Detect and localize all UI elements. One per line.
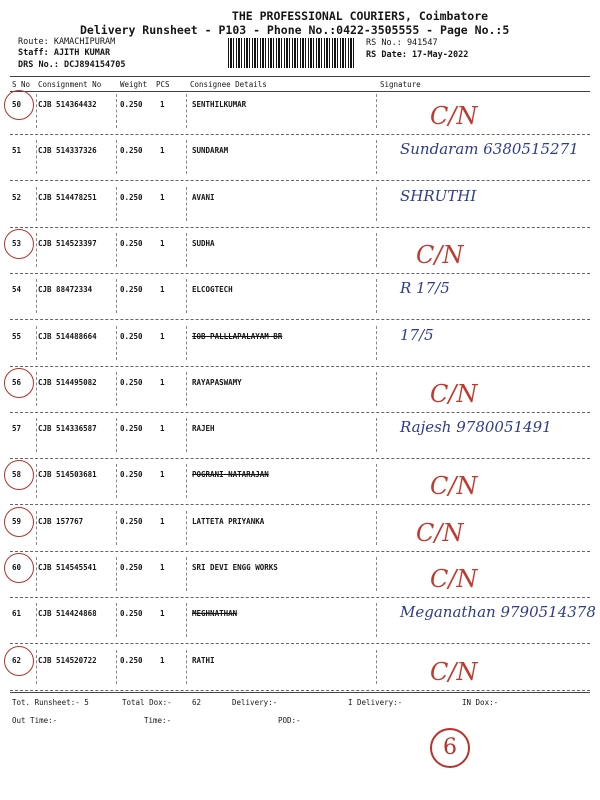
row-consignment-no: CJB 514523397 <box>38 239 97 248</box>
row-divider <box>376 279 377 313</box>
row-divider <box>376 464 377 498</box>
col-sno: S No <box>12 80 31 89</box>
row-weight: 0.250 <box>120 609 143 618</box>
row-divider <box>36 372 37 406</box>
row-pcs: 1 <box>160 100 165 109</box>
row-pcs: 1 <box>160 563 165 572</box>
row-divider <box>116 418 117 452</box>
row-consignee: SUDHA <box>192 239 215 248</box>
row-sno: 59 <box>12 517 22 526</box>
row-signature: Meganathan 9790514378 <box>400 603 596 621</box>
row-weight: 0.250 <box>120 563 143 572</box>
row-sno: 55 <box>12 332 22 341</box>
row-consignment-no: CJB 514424868 <box>38 609 97 618</box>
row-weight: 0.250 <box>120 517 143 526</box>
row-divider <box>116 233 117 267</box>
row-consignment-no: CJB 514545541 <box>38 563 97 572</box>
row-divider <box>116 650 117 684</box>
row-divider <box>186 464 187 498</box>
row-divider <box>116 187 117 221</box>
row-divider <box>376 650 377 684</box>
row-rule <box>10 412 590 413</box>
col-pcs: PCS <box>156 80 170 89</box>
row-signature: C/N <box>430 565 478 593</box>
out-time-label: Out Time:- <box>12 716 58 725</box>
row-divider <box>36 650 37 684</box>
row-rule <box>10 458 590 459</box>
row-divider <box>186 140 187 174</box>
row-consignment-no: CJB 88472334 <box>38 285 93 294</box>
row-sno: 50 <box>12 100 22 109</box>
row-sno: 52 <box>12 193 22 202</box>
time-label: Time:- <box>144 716 172 725</box>
col-consignment: Consignment No <box>38 80 102 89</box>
row-consignee: SENTHILKUMAR <box>192 100 247 109</box>
row-circle-mark <box>4 646 34 676</box>
row-pcs: 1 <box>160 378 165 387</box>
row-divider <box>376 140 377 174</box>
row-divider <box>376 603 377 637</box>
row-divider <box>36 187 37 221</box>
row-consignment-no: CJB 514503681 <box>38 470 97 479</box>
delivery-label: Delivery:- <box>232 698 278 707</box>
row-divider <box>186 372 187 406</box>
row-pcs: 1 <box>160 656 165 665</box>
row-divider <box>116 140 117 174</box>
row-divider <box>36 279 37 313</box>
row-divider <box>36 418 37 452</box>
pod-label: POD:- <box>278 716 301 725</box>
row-rule <box>10 597 590 598</box>
row-circle-mark <box>4 553 34 583</box>
row-consignee: LATTETA PRIYANKA <box>192 517 265 526</box>
row-divider <box>376 372 377 406</box>
row-signature: 17/5 <box>400 326 434 344</box>
row-divider <box>116 557 117 591</box>
row-sno: 51 <box>12 146 22 155</box>
row-rule <box>10 643 590 644</box>
tot-runsheet: Tot. Runsheet:- 5 <box>12 698 89 707</box>
row-divider <box>116 372 117 406</box>
footer-rule <box>10 692 590 693</box>
barcode <box>228 38 356 68</box>
row-divider <box>186 233 187 267</box>
row-sno: 62 <box>12 656 22 665</box>
row-consignee: SUNDARAM <box>192 146 229 155</box>
row-divider <box>186 511 187 545</box>
row-divider <box>186 187 187 221</box>
row-pcs: 1 <box>160 424 165 433</box>
row-divider <box>376 187 377 221</box>
row-consignee: POGRANI NATARAJAN <box>192 470 269 479</box>
rs-date: RS Date: 17-May-2022 <box>366 50 469 60</box>
row-rule <box>10 319 590 320</box>
in-dox-label: IN Dox:- <box>462 698 499 707</box>
row-sno: 58 <box>12 470 22 479</box>
row-consignment-no: CJB 514478251 <box>38 193 97 202</box>
col-signature: Signature <box>380 80 421 89</box>
row-consignment-no: CJB 514364432 <box>38 100 97 109</box>
row-weight: 0.250 <box>120 424 143 433</box>
row-rule <box>10 366 590 367</box>
company-name: THE PROFESSIONAL COURIERS, Coimbatore <box>231 9 489 23</box>
row-divider <box>36 603 37 637</box>
row-circle-mark <box>4 368 34 398</box>
row-weight: 0.250 <box>120 146 143 155</box>
row-divider <box>116 603 117 637</box>
drs-number: DRS No.: DCJ894154705 <box>18 60 126 70</box>
row-divider <box>186 650 187 684</box>
row-rule <box>10 551 590 552</box>
rs-number: RS No.: 941547 <box>366 38 438 48</box>
row-weight: 0.250 <box>120 239 143 248</box>
row-divider <box>186 326 187 360</box>
row-divider <box>186 94 187 128</box>
row-pcs: 1 <box>160 332 165 341</box>
row-divider <box>116 326 117 360</box>
row-rule <box>10 180 590 181</box>
row-consignee: MEGHNATHAN <box>192 609 238 618</box>
row-consignment-no: CJB 514337326 <box>38 146 97 155</box>
row-divider <box>116 94 117 128</box>
total-dox-value: 62 <box>192 698 202 707</box>
row-rule <box>10 227 590 228</box>
row-sno: 57 <box>12 424 22 433</box>
row-consignment-no: CJB 157767 <box>38 517 84 526</box>
row-circle-mark <box>4 90 34 120</box>
row-consignee: RAJEH <box>192 424 215 433</box>
row-signature: C/N <box>430 472 478 500</box>
row-sno: 61 <box>12 609 22 618</box>
row-signature: C/N <box>430 658 478 686</box>
row-weight: 0.250 <box>120 470 143 479</box>
runsheet-title: Delivery Runsheet - P103 - Phone No.:0422-3505555 - Page No.:5 <box>80 23 510 37</box>
header-bottom-rule <box>10 91 590 92</box>
row-divider <box>376 511 377 545</box>
row-signature: R 17/5 <box>400 279 450 297</box>
row-pcs: 1 <box>160 239 165 248</box>
row-signature: Rajesh 9780051491 <box>400 418 552 436</box>
row-signature: C/N <box>430 102 478 130</box>
row-signature: SHRUTHI <box>400 187 477 205</box>
row-rule <box>10 690 590 691</box>
row-pcs: 1 <box>160 517 165 526</box>
row-divider <box>376 94 377 128</box>
row-pcs: 1 <box>160 285 165 294</box>
row-divider <box>186 418 187 452</box>
row-rule <box>10 273 590 274</box>
row-pcs: 1 <box>160 146 165 155</box>
row-divider <box>36 140 37 174</box>
row-signature: C/N <box>416 519 464 547</box>
row-divider <box>186 603 187 637</box>
row-consignment-no: CJB 514520722 <box>38 656 97 665</box>
row-consignment-no: CJB 514336587 <box>38 424 97 433</box>
total-dox-label: Total Dox:- <box>122 698 172 707</box>
row-sno: 60 <box>12 563 22 572</box>
row-divider <box>376 557 377 591</box>
row-divider <box>376 233 377 267</box>
row-circle-mark <box>4 507 34 537</box>
staff-label: Staff: AJITH KUMAR <box>18 48 111 58</box>
row-divider <box>36 326 37 360</box>
row-divider <box>36 511 37 545</box>
row-divider <box>376 418 377 452</box>
route-label: Route: KAMACHIPURAM <box>18 37 116 47</box>
row-consignee: RATHI <box>192 656 215 665</box>
row-divider <box>116 464 117 498</box>
row-weight: 0.250 <box>120 378 143 387</box>
row-signature: Sundaram 6380515271 <box>400 140 579 158</box>
row-pcs: 1 <box>160 470 165 479</box>
row-consignee: ELCOGTECH <box>192 285 233 294</box>
row-divider <box>36 557 37 591</box>
row-circle-mark <box>4 229 34 259</box>
row-pcs: 1 <box>160 609 165 618</box>
row-weight: 0.250 <box>120 332 143 341</box>
row-circle-mark <box>4 460 34 490</box>
row-consignee: SRI DEVI ENGG WORKS <box>192 563 278 572</box>
row-consignee: AVANI <box>192 193 215 202</box>
i-delivery-label: I Delivery:- <box>348 698 403 707</box>
row-sno: 53 <box>12 239 22 248</box>
row-divider <box>36 94 37 128</box>
row-rule <box>10 504 590 505</box>
row-signature: C/N <box>430 380 478 408</box>
row-consignee: IOB PALLLAPALAYAM BR <box>192 332 283 341</box>
col-weight: Weight <box>120 80 148 89</box>
row-divider <box>116 511 117 545</box>
row-sno: 56 <box>12 378 22 387</box>
row-sno: 54 <box>12 285 22 294</box>
row-weight: 0.250 <box>120 656 143 665</box>
row-weight: 0.250 <box>120 100 143 109</box>
row-consignment-no: CJB 514488664 <box>38 332 97 341</box>
row-divider <box>186 557 187 591</box>
row-divider <box>36 233 37 267</box>
col-consignee: Consignee Details <box>190 80 267 89</box>
row-divider <box>36 464 37 498</box>
header-top-rule <box>10 76 590 77</box>
row-signature: C/N <box>416 241 464 269</box>
row-divider <box>186 279 187 313</box>
row-pcs: 1 <box>160 193 165 202</box>
page-count-mark: 6 <box>430 728 470 768</box>
row-weight: 0.250 <box>120 193 143 202</box>
row-weight: 0.250 <box>120 285 143 294</box>
row-consignee: RAYAPASWAMY <box>192 378 242 387</box>
row-divider <box>376 326 377 360</box>
row-divider <box>116 279 117 313</box>
row-rule <box>10 134 590 135</box>
row-consignment-no: CJB 514495082 <box>38 378 97 387</box>
